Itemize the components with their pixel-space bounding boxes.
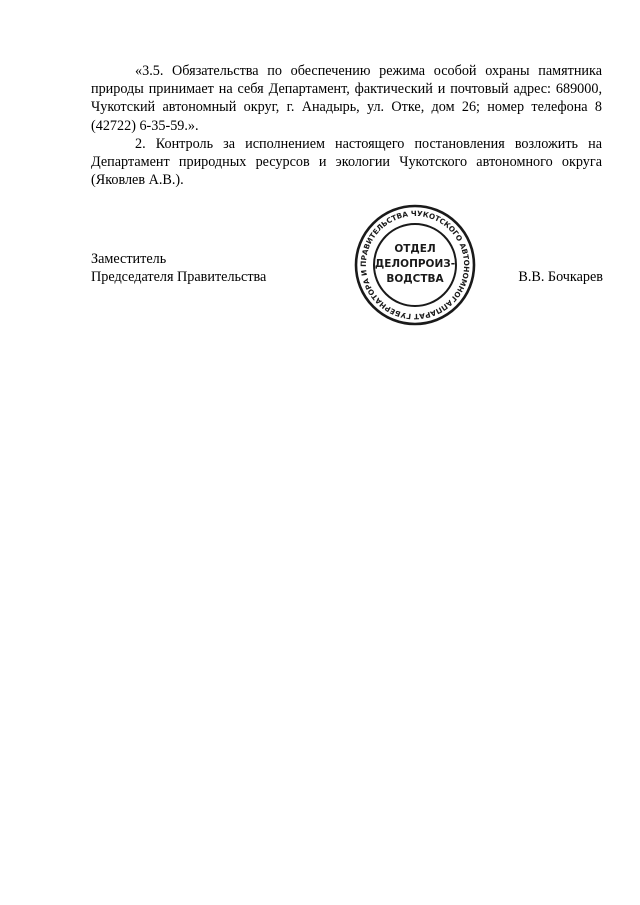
official-seal-stamp — [353, 203, 477, 327]
signatory-title-line-1: Заместитель — [91, 251, 167, 267]
signatory-title-line-2: Председателя Правительства — [91, 269, 267, 286]
stamp-center-line-3: ВОДСТВА — [386, 273, 444, 285]
stamp-ring-text-path: АППАРАТ ГУБЕРНАТОРА И ПРАВИТЕЛЬСТВА ЧУКОТСКОГО АВТОНОМНОГО — [358, 208, 472, 322]
stamp-center-line-2: ДЕЛОПРОИЗ- — [374, 258, 456, 270]
signatory-name: В.В. Бочкарев — [518, 269, 603, 286]
paragraph-control: 2. Контроль за исполнением настоящего постановления возложить на Департамент природных ресурсов и экологии Чукотского автономного округа (Яковлев А.В.). — [91, 135, 602, 189]
paragraph-obligations: «3.5. Обязательства по обеспечению режима особой охраны памятника природы принимает на себя Департамент, фактический и почтовый адрес: 689000, Чукотский автономный округ, г. Анадырь, ул. Отке, дом 26; номер телефона 8 (42722) 6-35-59.». — [91, 63, 602, 134]
document-body — [91, 62, 602, 189]
signature-block — [91, 250, 611, 286]
stamp-center-line-1: ОТДЕЛ — [394, 243, 436, 255]
